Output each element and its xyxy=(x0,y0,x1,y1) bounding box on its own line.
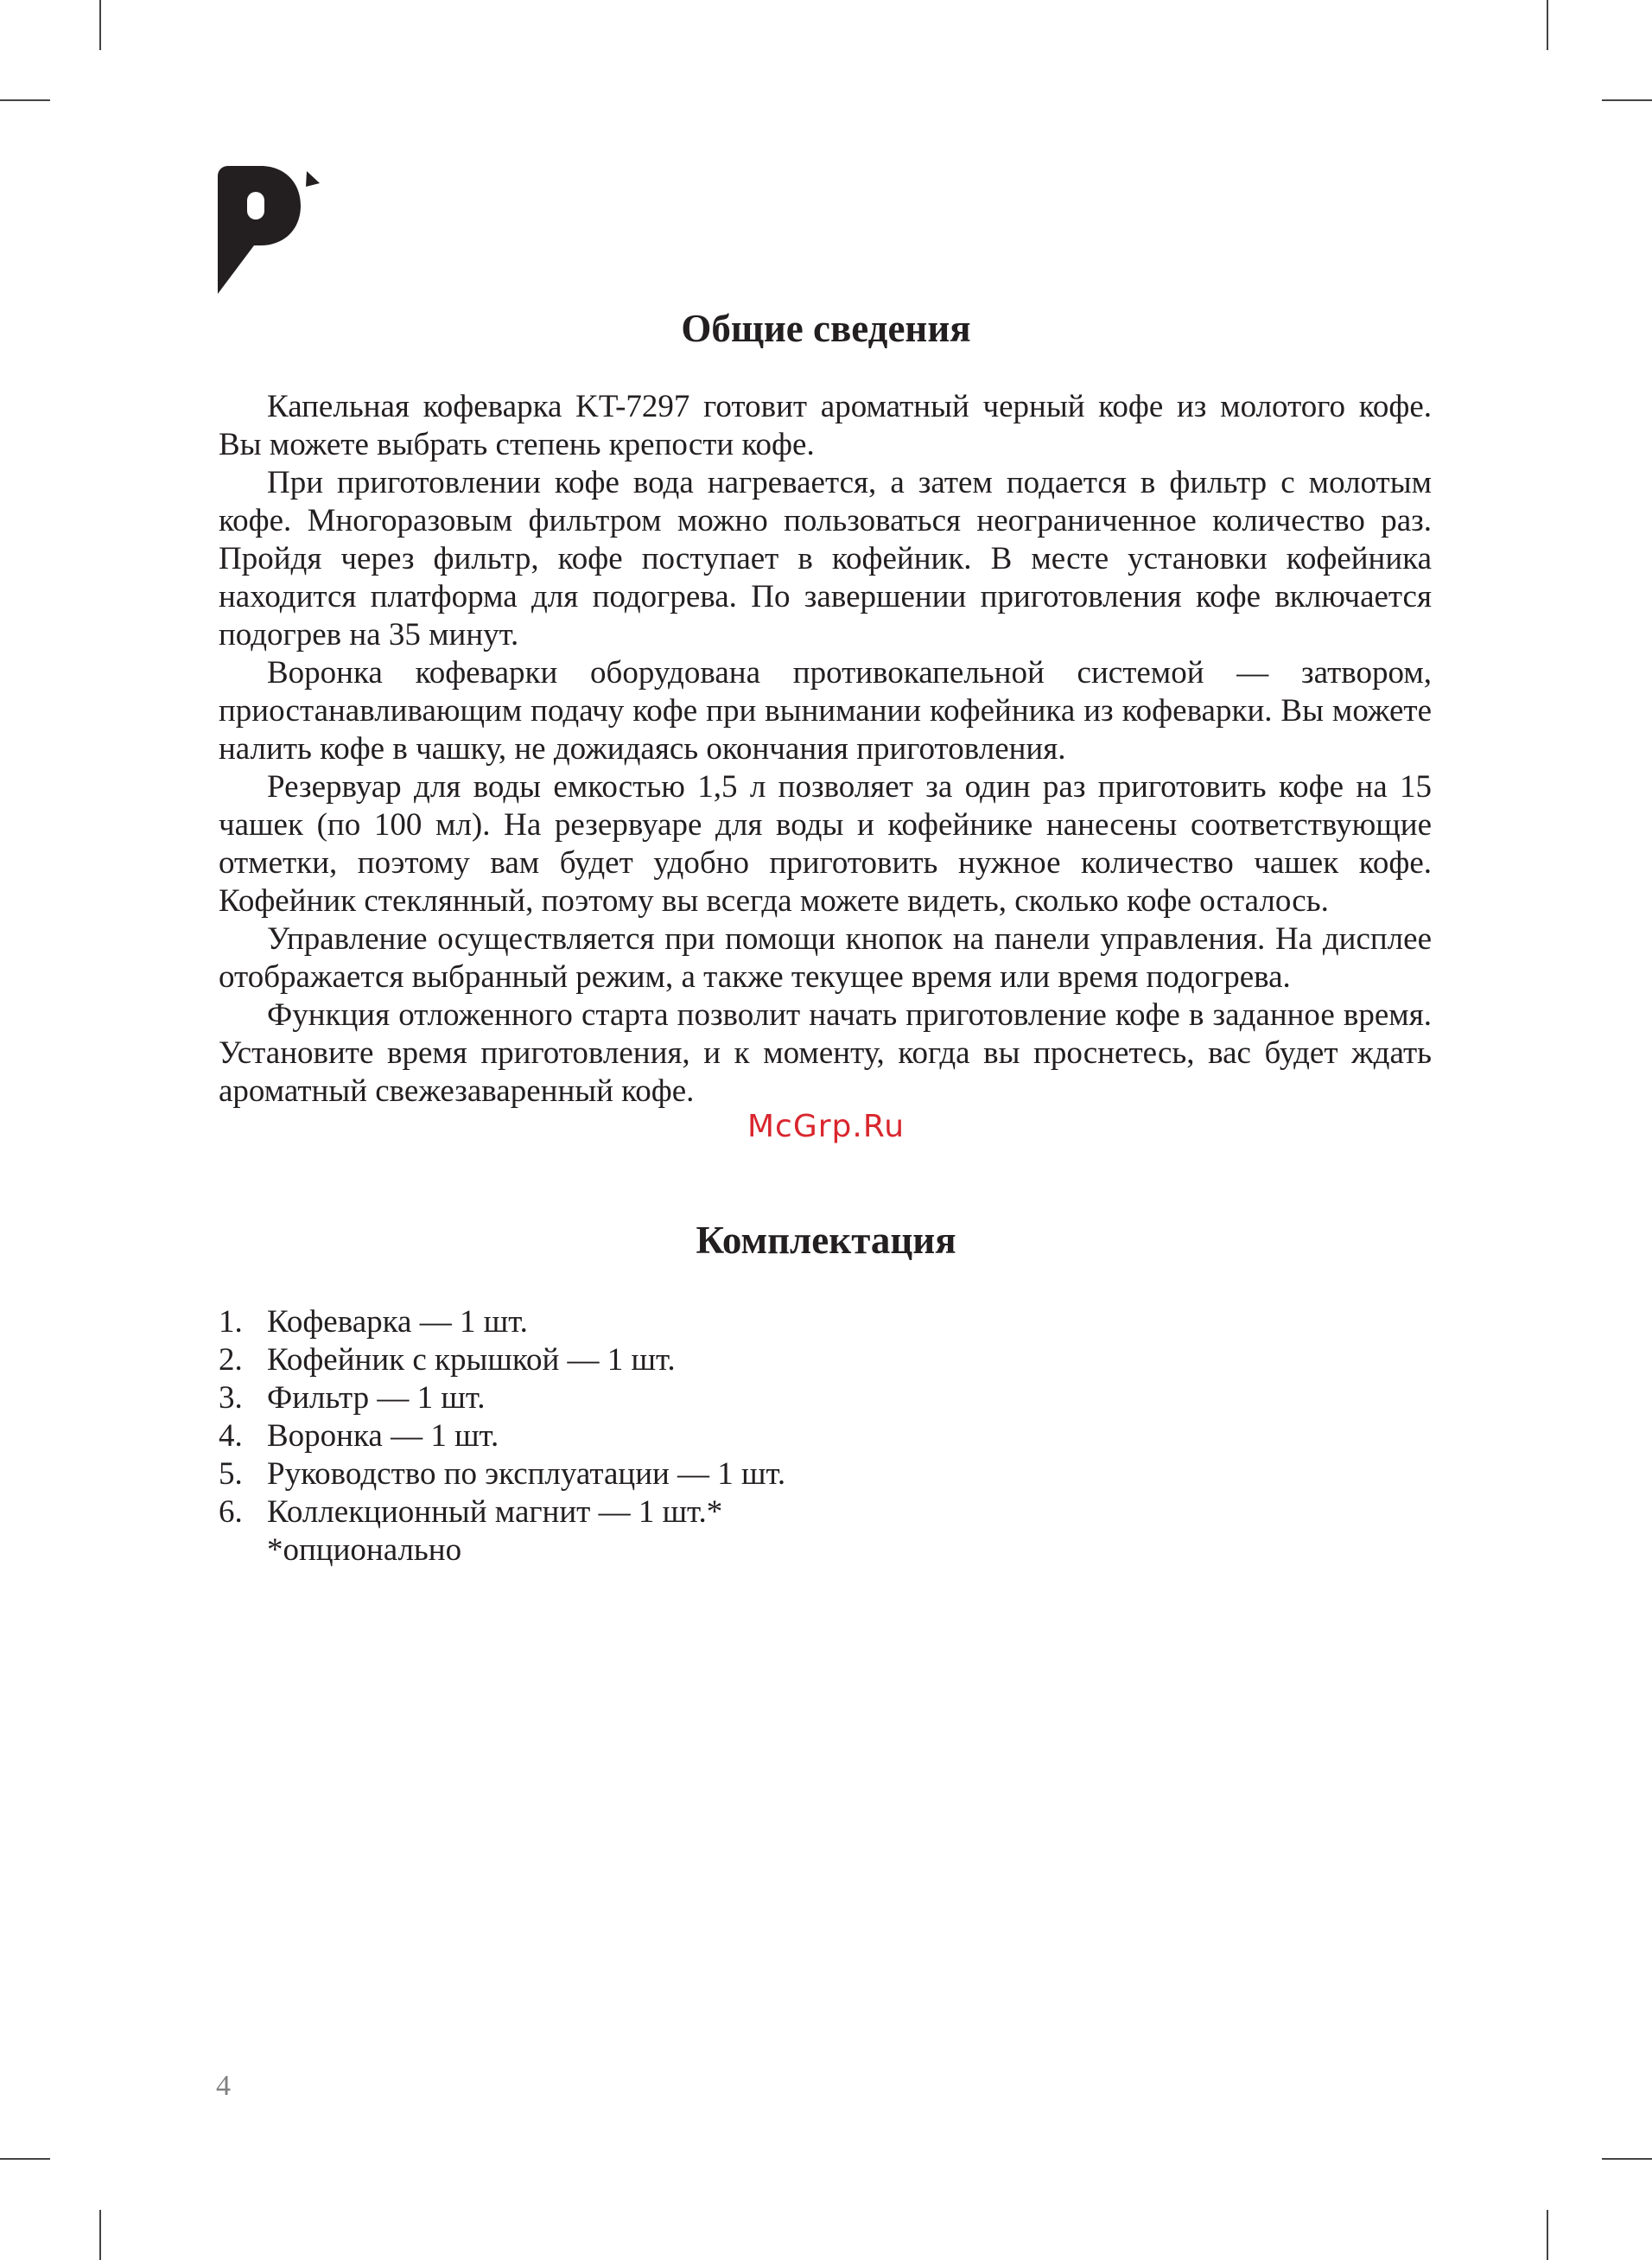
list-item-number: 6. xyxy=(219,1494,243,1530)
kit-footnote: *опционально xyxy=(267,1532,462,1568)
paragraph: Функция отложенного старта позволит начать приготовление кофе в заданное время. Установите время приготовления, и к моменту, когда вы проснетесь, вас будет ждать ароматный свежезаваренный кофе. xyxy=(219,997,1432,1109)
list-item xyxy=(219,1493,1428,1531)
list-item xyxy=(219,1341,1428,1379)
list-item-number: 4. xyxy=(219,1418,243,1454)
paragraph: Резервуар для воды емкостью 1,5 л позволяет за один раз приготовить кофе на 15 чашек (по 100 мл). На резервуаре для воды и кофейнике нанесены соответствующие отметки, поэтому вам будет удобно приготовить нужное количество чашек кофе. Кофейник стеклянный, поэтому вы всегда можете видеть, сколько кофе осталось. xyxy=(219,769,1432,919)
crop-mark-top-left xyxy=(99,0,101,50)
list-item xyxy=(219,1417,1428,1455)
brand-logo-icon xyxy=(216,166,320,296)
section-title-general: Общие сведения xyxy=(681,307,971,350)
crop-mark-top-right-h xyxy=(1602,99,1652,101)
crop-mark-bottom-left xyxy=(99,2210,101,2260)
list-item-text: Фильтр — 1 шт. xyxy=(267,1380,486,1416)
page-number: 4 xyxy=(216,2070,231,2102)
paragraph: Воронка кофеварки оборудована противокапельной системой — затвором, приостанавливающим подачу кофе при вынимании кофейника из кофеварки. Вы можете налить кофе в чашку, не дожидаясь окончания приготовления. xyxy=(219,655,1432,767)
crop-mark-bottom-right-h xyxy=(1602,2158,1652,2160)
crop-mark-bottom-right xyxy=(1547,2210,1548,2260)
list-item-number: 2. xyxy=(219,1342,243,1378)
watermark-link[interactable]: McGrp.Ru xyxy=(747,1109,905,1144)
list-item-text: Воронка — 1 шт. xyxy=(267,1418,499,1454)
list-item-text: Коллекционный магнит — 1 шт.* xyxy=(267,1494,723,1530)
general-info-text xyxy=(219,388,1432,1111)
list-item-text: Кофейник с крышкой — 1 шт. xyxy=(267,1342,676,1378)
list-item-number: 3. xyxy=(219,1380,243,1416)
list-item-text: Кофеварка — 1 шт. xyxy=(267,1304,528,1340)
kit-list xyxy=(219,1303,1428,1531)
section-title-kit: Комплектация xyxy=(696,1219,956,1262)
list-item xyxy=(219,1303,1428,1341)
list-item-text: Руководство по эксплуатации — 1 шт. xyxy=(267,1456,786,1492)
crop-mark-bottom-left-h xyxy=(0,2158,50,2160)
list-item-number: 1. xyxy=(219,1304,243,1340)
paragraph: При приготовлении кофе вода нагревается, а затем подается в фильтр с молотым кофе. Многоразовым фильтром можно пользоваться неограниченное количество раз. Пройдя через фильтр, кофе поступает в кофейник. В месте установки кофейника находится платформа для подогрева. По завершении приготовления кофе включается подогрев на 35 минут. xyxy=(219,465,1432,653)
crop-mark-top-left-h xyxy=(0,99,50,101)
paragraph: Управление осуществляется при помощи кнопок на панели управления. На дисплее отображается выбранный режим, а также текущее время или время подогрева. xyxy=(219,921,1432,995)
crop-mark-top-right xyxy=(1547,0,1548,50)
list-item xyxy=(219,1455,1428,1493)
list-item-number: 5. xyxy=(219,1456,243,1492)
list-item xyxy=(219,1379,1428,1417)
paragraph: Капельная кофеварка KT-7297 готовит ароматный черный кофе из молотого кофе. Вы можете выбрать степень крепости кофе. xyxy=(219,389,1432,462)
